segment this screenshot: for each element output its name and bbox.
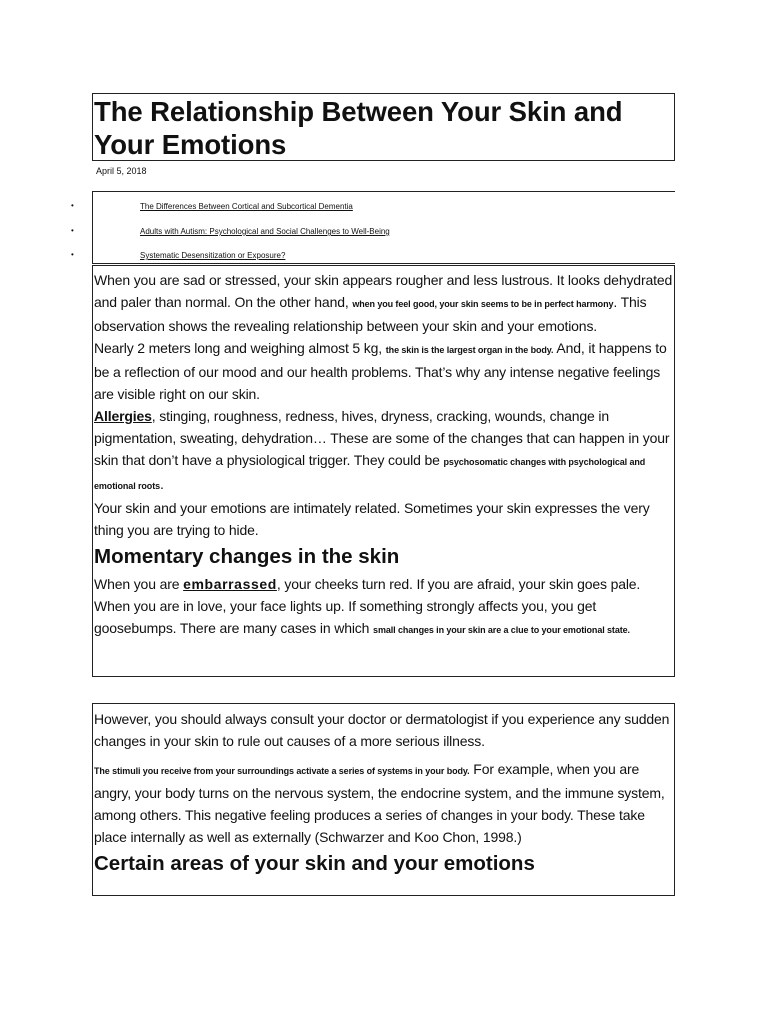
title-box — [92, 93, 675, 161]
paragraph — [94, 573, 674, 641]
related-articles-list — [71, 191, 675, 264]
related-link-desensitization[interactable]: Systematic Desensitization or Exposure? — [140, 251, 286, 260]
bold-text: The stimuli you receive from your surroundings activate a series of systems in your body. — [94, 766, 470, 776]
text-run: When you are sad or stressed, your skin appears rougher and less lustrous. It looks dehydrated and paler than normal. On the other hand, — [94, 272, 673, 310]
paragraph — [94, 337, 674, 405]
article-body-section-1 — [92, 265, 675, 677]
text-run: . — [160, 476, 164, 492]
embarrassed-link[interactable]: embarrassed — [183, 576, 277, 592]
allergies-link[interactable]: Allergies — [94, 408, 152, 424]
article-date: April 5, 2018 — [96, 166, 147, 176]
bold-text: when you feel good, your skin seems to be in perfect harmony — [352, 299, 614, 309]
related-link-autism[interactable]: Adults with Autism: Psychological and Social Challenges to Well-Being — [140, 227, 390, 236]
paragraph — [94, 269, 674, 337]
section-heading-momentary-changes: Momentary changes in the skin — [94, 545, 400, 568]
bullet-icon: • — [71, 250, 74, 259]
related-link-dementia[interactable]: The Differences Between Cortical and Subcortical Dementia — [140, 202, 353, 211]
bold-text: the skin is the largest organ in the body. — [385, 345, 554, 355]
paragraph — [94, 405, 674, 497]
text-run: . This observation shows the revealing relationship between your skin and your emotions. — [94, 294, 647, 334]
bold-text: small changes in your skin are a clue to your emotional state. — [373, 625, 630, 635]
bullet-icon: • — [71, 226, 74, 235]
paragraph — [94, 758, 674, 848]
article-body-section-2 — [92, 703, 675, 896]
text-run: , your cheeks turn red. If you are afraid, your skin goes pale. When you are in love, your face lights up. If something strongly affects you, you get goosebumps. There are many cases in which — [94, 576, 641, 636]
text-run: , stinging, roughness, redness, hives, dryness, cracking, wounds, change in pigmentation, sweating, dehydration… These are some of the changes that can happen in your skin that don’t have a physiological trigger. They could be — [94, 408, 670, 468]
article-title: The Relationship Between Your Skin and Your Emotions — [94, 96, 623, 160]
text-run: Nearly 2 meters long and weighing almost 5 kg, — [94, 340, 386, 356]
paragraph: Your skin and your emotions are intimately related. Sometimes your skin expresses the very thing you are trying to hide. — [94, 500, 650, 538]
section-heading-certain-areas: Certain areas of your skin and your emotions — [94, 852, 535, 875]
paragraph: However, you should always consult your doctor or dermatologist if you experience any sudden changes in your skin to rule out causes of a more serious illness. — [94, 711, 670, 749]
text-run: For example, when you are angry, your body turns on the nervous system, the endocrine system, and the immune system, among others. This negative feeling produces a series of changes in your body. These take place internally as well as externally (Schwarzer and Koo Chon, 1998.) — [94, 761, 665, 845]
text-run: When you are — [94, 576, 184, 592]
bold-text: psychosomatic changes with psychological and emotional roots — [94, 457, 646, 491]
bullet-icon: • — [71, 201, 74, 210]
text-run: And, it happens to be a reflection of our mood and our health problems. That’s why any intense negative feelings are visible right on our skin. — [94, 340, 667, 402]
